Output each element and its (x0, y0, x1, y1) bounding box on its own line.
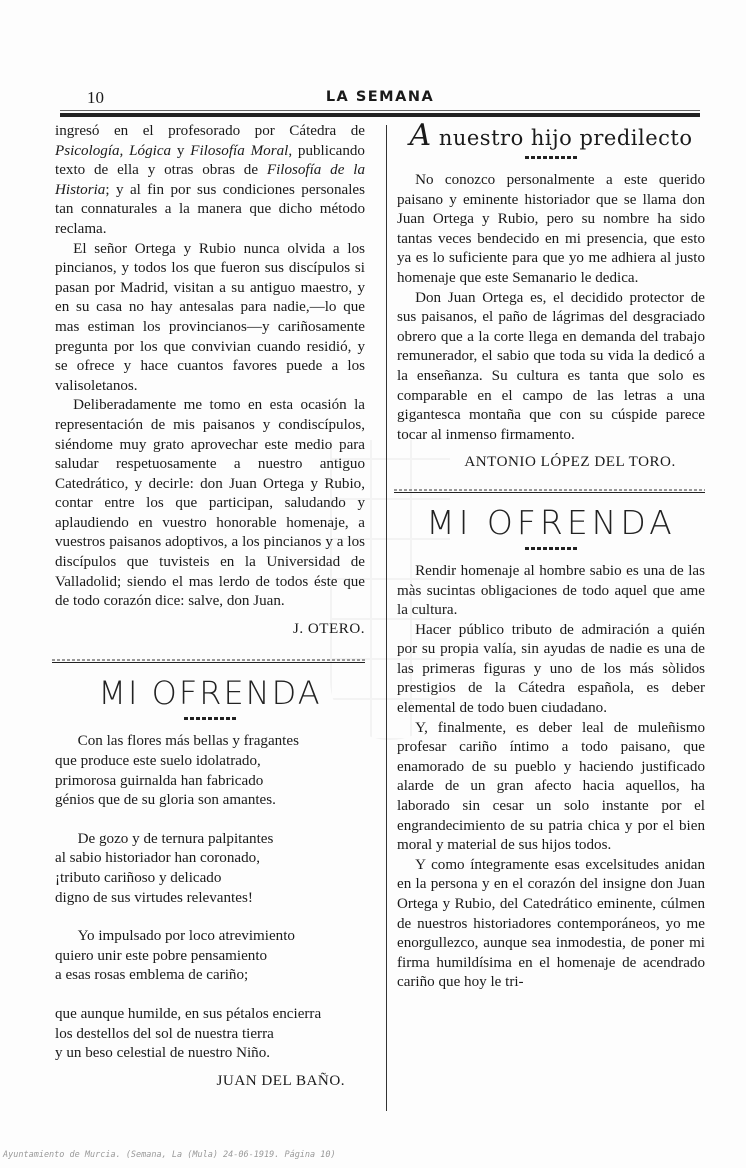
verse-line: quiero unir este pobre pensamiento (55, 947, 268, 964)
title-ornament (525, 156, 577, 159)
article-title (397, 118, 705, 153)
section-separator (394, 487, 705, 493)
paragraph: Hacer público tributo de admiración a quién por su propia valía, sin ayudas de nadie es una de las primeras figuras y uno de los más sòlidos prestigios de la Cátedra española, es deber elemental de todo buen ciudadano. (397, 621, 705, 717)
title-initial: A (409, 118, 432, 153)
stanza (55, 1005, 365, 1064)
text-run: y (171, 142, 191, 159)
title-ornament (525, 547, 577, 550)
paragraph: Y, finalmente, es deber leal de muleñismo profesar cariño íntimo a todo paisano, que enamorado de su pueblo y haciendo justificado alarde de un gran afecto hacia aquellos, ha laborado sin cesar un solo instante por el engrandecimiento de su patria chica y por el bien moral y material de sus hijos todos. (397, 719, 705, 854)
title-ornament (184, 717, 236, 720)
column-divider (386, 125, 387, 1111)
verse-line: y un beso celestial de nuestro Niño. (55, 1045, 271, 1062)
title-text: nuestro hijo predilecto (431, 126, 693, 150)
paragraph (55, 122, 365, 240)
italic-run: Filosofía Moral (190, 142, 289, 159)
verse-line: que aunque humilde, en sus pétalos encierra (55, 1005, 322, 1022)
paragraph: Y como íntegramente esas excelsitudes anidan en la persona y en el corazón del insigne don Juan Ortega y Rubio, del Catedrático eminente, cúlmen de nuestros historiadores contemporáneos, yo me enorgullezco, aunque sea inmodestia, de poner mi firma humildísima en el homenaje de acendrado cariño que hoy le tri- (397, 856, 705, 991)
verse-line: digno de sus virtudes relevantes! (55, 889, 253, 906)
verse-line: De gozo y de ternura palpitantes (77, 830, 274, 847)
verse-line: ¡tributo cariñoso y delicado (55, 870, 222, 886)
page-number: 10 (87, 88, 104, 107)
stanza (55, 927, 365, 986)
page-header (60, 86, 700, 116)
verse-line: los destellos del sol de nuestra tierra (55, 1025, 274, 1042)
poem (55, 732, 365, 1063)
verse-line: génios que de su gloria son amantes. (55, 792, 276, 809)
italic-run: Psicología, Lógica (55, 142, 172, 159)
verse-line: primorosa guirnalda han fabricado (55, 772, 264, 789)
italic-run: Filosofía de la Historia (55, 162, 365, 198)
text-run: ; y al fin por sus condiciones personales tan connaturales a la manera que dicho método reclama. (55, 181, 365, 237)
signature-lopez-del-toro: ANTONIO LÓPEZ DEL TORO. (464, 454, 676, 471)
verse-line: al sabio historiador han coronado, (55, 850, 260, 867)
text-run: ingresó en el profesorado por Cátedra de (55, 123, 365, 139)
paragraph: No conozco personalmente a este querido paisano y eminente historiador que se llama don Juan Ortega y Rubio, pero su nombre ha sido tantas veces bendecido en mi presencia, que esto ya es lo suficiente para que yo me adhiera al justo homenaje que este Semanario le dedica. (397, 172, 705, 286)
paragraph: Deliberadamente me tomo en esta ocasión la representación de mis paisanos y condiscípulos, siéndome muy grato aprovechar este medio para saludar respetuosamente a nuestro antiguo Catedrático, y decirle: don Juan Ortega y Rubio, contar entre los que participan, saludando y aplaudiendo en vuestro honorable homenaje, a vuestros paisanos adoptivos, a los pincianos y a los discípulos que tuvisteis en la Universidad de Valladolid; siendo el mas lerdo de todos éste que de todo corazón dice: salve, don Juan. (55, 397, 365, 610)
paragraph: Don Juan Ortega es, el decidido protector de sus paisanos, el paño de lágrimas del desgraciado obrero que a la corte llega en demanda del trabajo remunerador, el sabio que toda su vida la dedicó a la enseñanza. Su cultura es tanta que solo es comparable en el campo de las letras a una gigantesca montaña que con su cúspide parece tocar al inmenso firmamento. (397, 289, 705, 443)
poem-title: MI OFRENDA (98, 674, 322, 713)
signature-del-bano: JUAN DEL BAÑO. (216, 1072, 345, 1089)
text-run: , publicando texto de ella y otras obras de (55, 142, 365, 179)
stanza (55, 732, 365, 810)
right-column (397, 118, 705, 993)
verse-line: Yo impulsado por loco atrevimiento (77, 928, 295, 945)
section-separator (52, 657, 365, 663)
verse-line: a esas rosas emblema de cariño; (55, 967, 249, 984)
header-rule-thick (60, 113, 700, 117)
stanza (55, 830, 365, 908)
archive-caption: Ayuntamiento de Murcia. (Semana, La (Mula) 24-06-1919. Página 10) (3, 1150, 336, 1160)
header-rule-thin (60, 110, 700, 111)
left-column (55, 122, 365, 1091)
paragraph: Rendir homenaje al hombre sabio es una de las màs sucintas obligaciones de todo aquel que ame la cultura. (397, 562, 705, 619)
article-title: MI OFRENDA (426, 502, 676, 542)
paragraph: El señor Ortega y Rubio nunca olvida a los pincianos, y todos los que fueron sus discípulos si pasan por Madrid, visitan a su antiguo maestro, y en su casa no hay antesalas para nadie,—lo que mas estiman los provincianos—y cariñosamente pregunta por los que convivian cuando residió, y se ofrece y hace cuantos favores puede a los valisoletanos. (55, 240, 365, 394)
verse-line: Con las flores más bellas y fragantes (77, 733, 299, 750)
masthead-title: LA SEMANA (325, 89, 435, 105)
verse-line: que produce este suelo idolatrado, (55, 753, 261, 770)
signature-otero: J. OTERO. (292, 620, 365, 637)
